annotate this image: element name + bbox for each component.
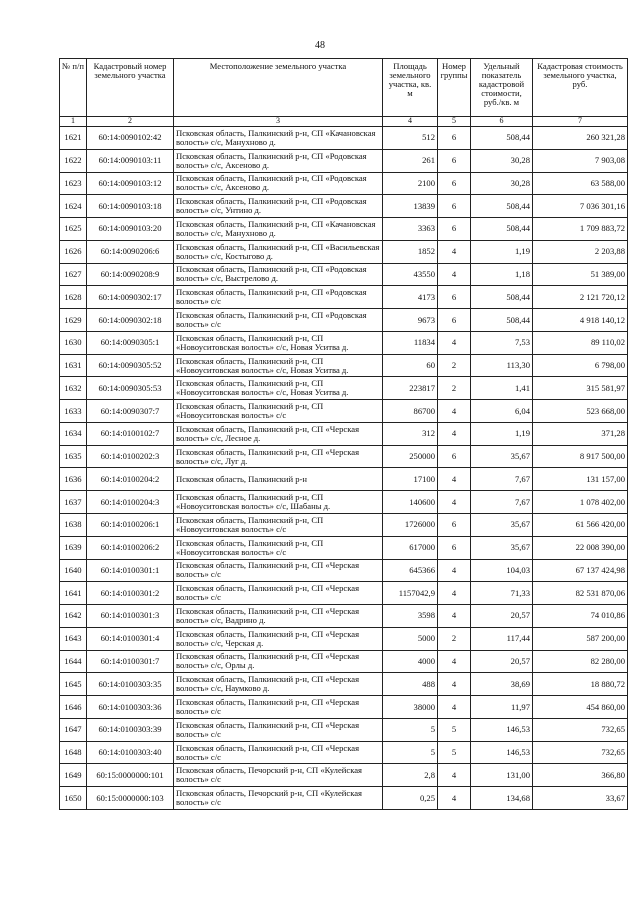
row-index: 1629	[60, 309, 87, 332]
row-index: 1626	[60, 240, 87, 263]
row-index: 1632	[60, 377, 87, 400]
cadastral-number: 60:14:0090307:7	[87, 400, 174, 423]
rate-cell: 508,44	[471, 218, 533, 241]
row-index: 1631	[60, 354, 87, 377]
column-number: 2	[87, 117, 174, 127]
location-cell: Псковская область, Палкинский р-н, СП «Новоуситовская волость» с/с	[174, 400, 383, 423]
area-cell: 3363	[383, 218, 438, 241]
group-cell: 2	[438, 354, 471, 377]
header-location: Местоположение земельного участка	[174, 59, 383, 117]
cost-cell: 523 668,00	[533, 400, 628, 423]
rate-cell: 1,41	[471, 377, 533, 400]
cost-cell: 7 036 301,16	[533, 195, 628, 218]
rate-cell: 1,18	[471, 263, 533, 286]
area-cell: 1726000	[383, 514, 438, 537]
cost-cell: 22 008 390,00	[533, 536, 628, 559]
rate-cell: 146,53	[471, 741, 533, 764]
cost-cell: 1 709 883,72	[533, 218, 628, 241]
row-index: 1634	[60, 422, 87, 445]
group-cell: 4	[438, 422, 471, 445]
rate-cell: 1,19	[471, 422, 533, 445]
table-row	[60, 536, 628, 559]
column-number-row	[60, 117, 628, 127]
area-cell: 4173	[383, 286, 438, 309]
group-cell: 6	[438, 286, 471, 309]
group-cell: 6	[438, 127, 471, 150]
location-cell: Псковская область, Палкинский р-н, СП «Родовская волость» с/с	[174, 309, 383, 332]
group-cell: 2	[438, 377, 471, 400]
area-cell: 0,25	[383, 787, 438, 810]
location-cell: Псковская область, Печорский р-н, СП «Кулейская волость» с/с	[174, 787, 383, 810]
area-cell: 5	[383, 718, 438, 741]
cadastral-number: 60:14:0090208:9	[87, 263, 174, 286]
rate-cell: 113,30	[471, 354, 533, 377]
cost-cell: 587 200,00	[533, 627, 628, 650]
area-cell: 9673	[383, 309, 438, 332]
cadastral-number: 60:14:0100102:7	[87, 422, 174, 445]
cadastral-number: 60:14:0090103:11	[87, 149, 174, 172]
cost-cell: 33,67	[533, 787, 628, 810]
location-cell: Псковская область, Палкинский р-н, СП «Новоуситовская волость» с/с, Новая Уситва д.	[174, 354, 383, 377]
location-cell: Псковская область, Палкинский р-н, СП «Качановская волость» с/с, Манухново д.	[174, 127, 383, 150]
land-registry-table	[59, 58, 628, 810]
group-cell: 6	[438, 195, 471, 218]
row-index: 1635	[60, 445, 87, 468]
area-cell: 11834	[383, 331, 438, 354]
column-number: 3	[174, 117, 383, 127]
rate-cell: 30,28	[471, 172, 533, 195]
location-cell: Псковская область, Палкинский р-н, СП «Родовская волость» с/с, Унтино д.	[174, 195, 383, 218]
location-cell: Псковская область, Палкинский р-н, СП «Родовская волость» с/с, Аксеново д.	[174, 172, 383, 195]
cost-cell: 82 280,00	[533, 650, 628, 673]
row-index: 1639	[60, 536, 87, 559]
location-cell: Псковская область, Палкинский р-н, СП «Черская волость» с/с, Луг д.	[174, 445, 383, 468]
rate-cell: 508,44	[471, 309, 533, 332]
rate-cell: 35,67	[471, 536, 533, 559]
area-cell: 312	[383, 422, 438, 445]
rate-cell: 20,57	[471, 605, 533, 628]
group-cell: 4	[438, 559, 471, 582]
group-cell: 4	[438, 240, 471, 263]
cost-cell: 51 389,00	[533, 263, 628, 286]
table-row	[60, 559, 628, 582]
cadastral-number: 60:14:0090302:18	[87, 309, 174, 332]
group-cell: 6	[438, 445, 471, 468]
cadastral-number: 60:14:0100301:1	[87, 559, 174, 582]
group-cell: 6	[438, 149, 471, 172]
table-row	[60, 331, 628, 354]
rate-cell: 104,03	[471, 559, 533, 582]
table-row	[60, 149, 628, 172]
rate-cell: 11,97	[471, 696, 533, 719]
row-index: 1644	[60, 650, 87, 673]
cadastral-number: 60:14:0100206:1	[87, 514, 174, 537]
row-index: 1623	[60, 172, 87, 195]
cadastral-number: 60:14:0100204:3	[87, 491, 174, 514]
rate-cell: 1,19	[471, 240, 533, 263]
table-row	[60, 263, 628, 286]
group-cell: 5	[438, 718, 471, 741]
area-cell: 1852	[383, 240, 438, 263]
rate-cell: 35,67	[471, 514, 533, 537]
row-index: 1621	[60, 127, 87, 150]
cadastral-number: 60:14:0090305:53	[87, 377, 174, 400]
location-cell: Псковская область, Палкинский р-н, СП «Новоуситовская волость» с/с, Шабаны д.	[174, 491, 383, 514]
rate-cell: 508,44	[471, 286, 533, 309]
cadastral-number: 60:14:0090102:42	[87, 127, 174, 150]
cost-cell: 82 531 870,06	[533, 582, 628, 605]
cadastral-number: 60:14:0100301:7	[87, 650, 174, 673]
area-cell: 645366	[383, 559, 438, 582]
table-row	[60, 605, 628, 628]
cost-cell: 454 860,00	[533, 696, 628, 719]
group-cell: 6	[438, 218, 471, 241]
row-index: 1628	[60, 286, 87, 309]
row-index: 1643	[60, 627, 87, 650]
rate-cell: 117,44	[471, 627, 533, 650]
cost-cell: 89 110,02	[533, 331, 628, 354]
area-cell: 4000	[383, 650, 438, 673]
group-cell: 4	[438, 650, 471, 673]
table-row	[60, 491, 628, 514]
cadastral-number: 60:14:0090305:1	[87, 331, 174, 354]
table-row	[60, 764, 628, 787]
group-cell: 6	[438, 172, 471, 195]
cost-cell: 732,65	[533, 718, 628, 741]
row-index: 1649	[60, 764, 87, 787]
table-row	[60, 445, 628, 468]
group-cell: 4	[438, 696, 471, 719]
row-index: 1637	[60, 491, 87, 514]
group-cell: 2	[438, 627, 471, 650]
table-row	[60, 172, 628, 195]
cadastral-number: 60:14:0100303:39	[87, 718, 174, 741]
row-index: 1627	[60, 263, 87, 286]
cadastral-number: 60:14:0100301:3	[87, 605, 174, 628]
row-index: 1630	[60, 331, 87, 354]
row-index: 1622	[60, 149, 87, 172]
table-row	[60, 127, 628, 150]
cadastral-number: 60:14:0090103:20	[87, 218, 174, 241]
cost-cell: 260 321,28	[533, 127, 628, 150]
location-cell: Псковская область, Палкинский р-н, СП «Новоуситовская волость» с/с, Новая Уситва д.	[174, 331, 383, 354]
group-cell: 4	[438, 400, 471, 423]
group-cell: 6	[438, 514, 471, 537]
location-cell: Псковская область, Палкинский р-н, СП «Черская волость» с/с, Наумково д.	[174, 673, 383, 696]
table-row	[60, 286, 628, 309]
group-cell: 6	[438, 309, 471, 332]
group-cell: 4	[438, 331, 471, 354]
table-row	[60, 787, 628, 810]
cadastral-number: 60:14:0090103:12	[87, 172, 174, 195]
column-number: 6	[471, 117, 533, 127]
table-row	[60, 422, 628, 445]
rate-cell: 508,44	[471, 195, 533, 218]
cadastral-number: 60:14:0100301:4	[87, 627, 174, 650]
cadastral-number: 60:14:0100303:40	[87, 741, 174, 764]
cost-cell: 74 010,86	[533, 605, 628, 628]
location-cell: Псковская область, Палкинский р-н, СП «Черская волость» с/с	[174, 741, 383, 764]
row-index: 1646	[60, 696, 87, 719]
rate-cell: 6,04	[471, 400, 533, 423]
cadastral-number: 60:15:0000000:101	[87, 764, 174, 787]
area-cell: 140600	[383, 491, 438, 514]
row-index: 1647	[60, 718, 87, 741]
table-row	[60, 718, 628, 741]
table-row	[60, 514, 628, 537]
table-row	[60, 741, 628, 764]
location-cell: Псковская область, Палкинский р-н	[174, 468, 383, 491]
cost-cell: 4 918 140,12	[533, 309, 628, 332]
location-cell: Псковская область, Палкинский р-н, СП «Качановская волость» с/с, Манухново д.	[174, 218, 383, 241]
group-cell: 4	[438, 491, 471, 514]
table-row	[60, 218, 628, 241]
area-cell: 261	[383, 149, 438, 172]
rate-cell: 35,67	[471, 445, 533, 468]
row-index: 1625	[60, 218, 87, 241]
table-header-row	[60, 59, 628, 117]
cost-cell: 61 566 420,00	[533, 514, 628, 537]
cadastral-number: 60:14:0090305:52	[87, 354, 174, 377]
rate-cell: 7,67	[471, 491, 533, 514]
rate-cell: 38,69	[471, 673, 533, 696]
location-cell: Псковская область, Палкинский р-н, СП «Черская волость» с/с, Вадрино д.	[174, 605, 383, 628]
table-row	[60, 309, 628, 332]
table-row	[60, 468, 628, 491]
row-index: 1642	[60, 605, 87, 628]
rate-cell: 134,68	[471, 787, 533, 810]
location-cell: Псковская область, Палкинский р-н, СП «Васильевская волость» с/с, Костыгово д.	[174, 240, 383, 263]
cadastral-number: 60:14:0100202:3	[87, 445, 174, 468]
cadastral-number: 60:14:0100206:2	[87, 536, 174, 559]
table-row	[60, 377, 628, 400]
group-cell: 4	[438, 263, 471, 286]
group-cell: 5	[438, 741, 471, 764]
rate-cell: 20,57	[471, 650, 533, 673]
cadastral-number: 60:14:0100303:36	[87, 696, 174, 719]
rate-cell: 131,00	[471, 764, 533, 787]
area-cell: 5	[383, 741, 438, 764]
cost-cell: 732,65	[533, 741, 628, 764]
column-number: 4	[383, 117, 438, 127]
column-number: 1	[60, 117, 87, 127]
location-cell: Псковская область, Палкинский р-н, СП «Черская волость» с/с, Черская д.	[174, 627, 383, 650]
area-cell: 223817	[383, 377, 438, 400]
location-cell: Псковская область, Палкинский р-н, СП «Черская волость» с/с	[174, 718, 383, 741]
header-index: № п/п	[60, 59, 87, 117]
cost-cell: 2 203,88	[533, 240, 628, 263]
cost-cell: 63 588,00	[533, 172, 628, 195]
area-cell: 60	[383, 354, 438, 377]
cost-cell: 7 903,08	[533, 149, 628, 172]
area-cell: 488	[383, 673, 438, 696]
table-row	[60, 696, 628, 719]
group-cell: 4	[438, 605, 471, 628]
group-cell: 6	[438, 536, 471, 559]
row-index: 1648	[60, 741, 87, 764]
area-cell: 2,8	[383, 764, 438, 787]
area-cell: 13839	[383, 195, 438, 218]
column-number: 7	[533, 117, 628, 127]
row-index: 1645	[60, 673, 87, 696]
area-cell: 2100	[383, 172, 438, 195]
header-area: Площадь земельного участка, кв. м	[383, 59, 438, 117]
header-cost: Кадастровая стоимость земельного участка, руб.	[533, 59, 628, 117]
area-cell: 38000	[383, 696, 438, 719]
cadastral-number: 60:15:0000000:103	[87, 787, 174, 810]
group-cell: 4	[438, 468, 471, 491]
table-row	[60, 650, 628, 673]
area-cell: 86700	[383, 400, 438, 423]
rate-cell: 7,53	[471, 331, 533, 354]
row-index: 1636	[60, 468, 87, 491]
group-cell: 4	[438, 673, 471, 696]
table-row	[60, 582, 628, 605]
table-row	[60, 195, 628, 218]
rate-cell: 146,53	[471, 718, 533, 741]
area-cell: 1157042,9	[383, 582, 438, 605]
location-cell: Псковская область, Палкинский р-н, СП «Новоуситовская волость» с/с	[174, 536, 383, 559]
cadastral-number: 60:14:0090103:18	[87, 195, 174, 218]
cost-cell: 315 581,97	[533, 377, 628, 400]
row-index: 1650	[60, 787, 87, 810]
cadastral-number: 60:14:0100301:2	[87, 582, 174, 605]
rate-cell: 71,33	[471, 582, 533, 605]
location-cell: Псковская область, Палкинский р-н, СП «Родовская волость» с/с	[174, 286, 383, 309]
cost-cell: 8 917 500,00	[533, 445, 628, 468]
cost-cell: 6 798,00	[533, 354, 628, 377]
cost-cell: 1 078 402,00	[533, 491, 628, 514]
row-index: 1638	[60, 514, 87, 537]
header-cadastral-number: Кадастровый номер земельного участка	[87, 59, 174, 117]
area-cell: 3598	[383, 605, 438, 628]
group-cell: 4	[438, 582, 471, 605]
header-group: Номер группы	[438, 59, 471, 117]
row-index: 1624	[60, 195, 87, 218]
location-cell: Псковская область, Палкинский р-н, СП «Родовская волость» с/с, Выстрелово д.	[174, 263, 383, 286]
location-cell: Псковская область, Палкинский р-н, СП «Черская волость» с/с	[174, 559, 383, 582]
location-cell: Псковская область, Палкинский р-н, СП «Черская волость» с/с, Орлы д.	[174, 650, 383, 673]
table-row	[60, 627, 628, 650]
cost-cell: 131 157,00	[533, 468, 628, 491]
page-number: 48	[315, 40, 325, 51]
location-cell: Псковская область, Печорский р-н, СП «Кулейская волость» с/с	[174, 764, 383, 787]
area-cell: 5000	[383, 627, 438, 650]
cadastral-number: 60:14:0090206:6	[87, 240, 174, 263]
row-index: 1640	[60, 559, 87, 582]
cadastral-number: 60:14:0090302:17	[87, 286, 174, 309]
table-body	[60, 127, 628, 810]
location-cell: Псковская область, Палкинский р-н, СП «Родовская волость» с/с, Аксеново д.	[174, 149, 383, 172]
location-cell: Псковская область, Палкинский р-н, СП «Новоуситовская волость» с/с, Новая Уситва д.	[174, 377, 383, 400]
area-cell: 43550	[383, 263, 438, 286]
cost-cell: 18 880,72	[533, 673, 628, 696]
rate-cell: 508,44	[471, 127, 533, 150]
cadastral-number: 60:14:0100204:2	[87, 468, 174, 491]
table-row	[60, 673, 628, 696]
cost-cell: 2 121 720,12	[533, 286, 628, 309]
table-row	[60, 240, 628, 263]
rate-cell: 30,28	[471, 149, 533, 172]
area-cell: 512	[383, 127, 438, 150]
group-cell: 4	[438, 787, 471, 810]
group-cell: 4	[438, 764, 471, 787]
location-cell: Псковская область, Палкинский р-н, СП «Новоуситовская волость» с/с	[174, 514, 383, 537]
area-cell: 617000	[383, 536, 438, 559]
row-index: 1633	[60, 400, 87, 423]
header-rate: Удельный показатель кадастровой стоимости, руб./кв. м	[471, 59, 533, 117]
location-cell: Псковская область, Палкинский р-н, СП «Черская волость» с/с	[174, 696, 383, 719]
cost-cell: 67 137 424,98	[533, 559, 628, 582]
cadastral-number: 60:14:0100303:35	[87, 673, 174, 696]
cost-cell: 366,80	[533, 764, 628, 787]
table-row	[60, 400, 628, 423]
table-row	[60, 354, 628, 377]
cost-cell: 371,28	[533, 422, 628, 445]
area-cell: 17100	[383, 468, 438, 491]
row-index: 1641	[60, 582, 87, 605]
area-cell: 250000	[383, 445, 438, 468]
column-number: 5	[438, 117, 471, 127]
rate-cell: 7,67	[471, 468, 533, 491]
location-cell: Псковская область, Палкинский р-н, СП «Черская волость» с/с	[174, 582, 383, 605]
location-cell: Псковская область, Палкинский р-н, СП «Черская волость» с/с, Лесное д.	[174, 422, 383, 445]
